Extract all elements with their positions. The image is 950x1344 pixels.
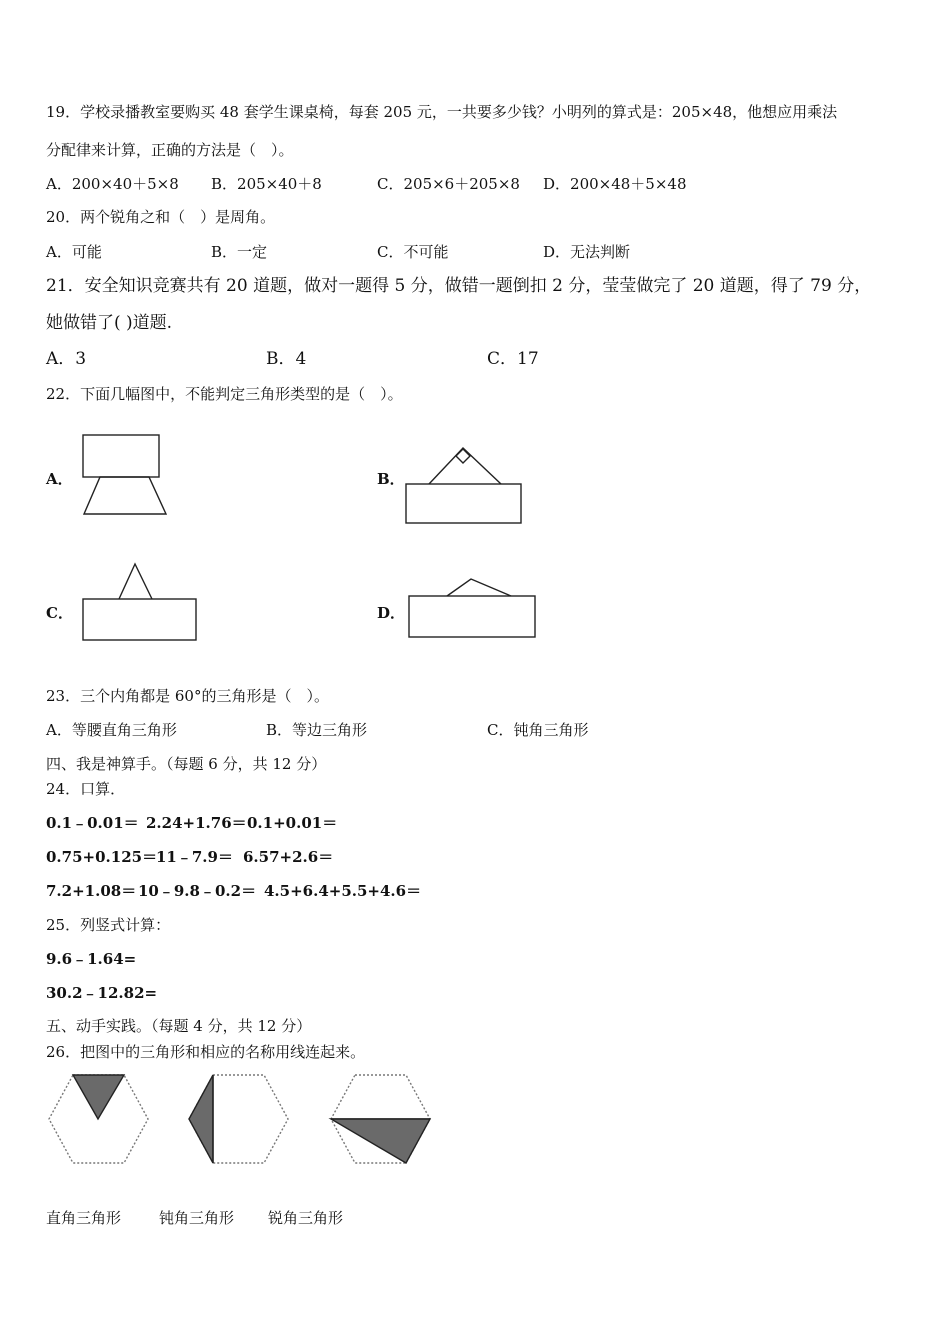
section-5-title: 五、动手实践。（每题 4 分，共 12 分）: [46, 1017, 312, 1035]
q21-option-b: B．4: [266, 349, 307, 369]
q26-hexagon-3: [328, 1073, 434, 1167]
q24-item: 0.75+0.125＝: [46, 848, 158, 866]
q24-item: 10﹣9.8﹣0.2＝: [138, 882, 257, 900]
q26-hexagon-2: [186, 1073, 292, 1167]
q21-option-c: C．17: [487, 349, 539, 369]
q26-name-right-triangle: 直角三角形: [46, 1209, 122, 1227]
q22-stem: 22．下面几幅图中，不能判定三角形类型的是（ ）。: [46, 385, 403, 403]
q19-option-c: C．205×6＋205×8: [377, 175, 520, 193]
q22-figure-c: [80, 560, 200, 644]
q26-triangle-3: [331, 1119, 430, 1163]
q24-item: 0.1+0.01＝: [247, 814, 338, 832]
q26-name-obtuse-triangle: 钝角三角形: [159, 1209, 235, 1227]
q26-triangle-1: [73, 1075, 124, 1119]
q22-label-d: D．: [377, 604, 406, 622]
q19-option-b: B．205×40＋8: [211, 175, 322, 193]
q22-figure-d: [407, 576, 539, 642]
q25-item: 30.2﹣12.82=: [46, 984, 158, 1002]
q24-item: 6.57+2.6＝: [243, 848, 334, 866]
q26-triangle-2: [189, 1075, 213, 1163]
q26-stem: 26．把图中的三角形和相应的名称用线连起来。: [46, 1043, 366, 1061]
q22-c-triangle: [119, 564, 152, 599]
q21-option-a: A．3: [46, 349, 87, 369]
q24-item: 7.2+1.08＝: [46, 882, 137, 900]
q20-option-a: A．可能: [46, 243, 102, 261]
q22-b-right-angle-mark: [456, 449, 470, 463]
q22-b-triangle: [429, 448, 501, 484]
q19-option-a: A．200×40＋5×8: [46, 175, 179, 193]
section-4-title: 四、我是神算手。（每题 6 分，共 12 分）: [46, 755, 327, 773]
q22-d-triangle: [447, 579, 511, 596]
q23-option-a: A．等腰直角三角形: [46, 721, 177, 739]
q22-a-trapezoid-triangle: [84, 477, 166, 514]
q21-stem-line1: 21．安全知识竞赛共有 20 道题，做对一题得 5 分，做错一题倒扣 2 分，莹莹做完了 20 道题，得了 79 分，: [46, 276, 872, 296]
q22-label-a: A．: [46, 470, 73, 488]
q20-option-b: B．一定: [211, 243, 268, 261]
q24-item: 2.24+1.76＝: [146, 814, 247, 832]
q24-item: 0.1﹣0.01＝: [46, 814, 139, 832]
q21-stem-line2: 她做错了( )道题.: [46, 313, 173, 333]
q19-option-d: D．200×48＋5×48: [543, 175, 687, 193]
q22-c-rectangle: [83, 599, 196, 640]
q25-stem: 25．列竖式计算：: [46, 916, 171, 934]
q22-figure-b: [404, 444, 526, 526]
q19-stem-line1: 19．学校录播教室要购买 48 套学生课桌椅，每套 205 元，一共要多少钱？小明列的算式是：205×48，他想应用乘法: [46, 103, 838, 121]
q20-option-d: D．无法判断: [543, 243, 631, 261]
q22-label-b: B．: [377, 470, 405, 488]
q23-stem: 23．三个内角都是 60°的三角形是（ ）。: [46, 687, 329, 705]
q20-option-c: C．不可能: [377, 243, 449, 261]
q22-label-c: C．: [46, 604, 73, 622]
q26-hexagon-1: [46, 1073, 152, 1167]
q23-option-c: C．钝角三角形: [487, 721, 589, 739]
q25-item: 9.6﹣1.64=: [46, 950, 137, 968]
q24-item: 11﹣7.9＝: [156, 848, 233, 866]
q22-a-rectangle: [83, 435, 159, 477]
q24-stem: 24．口算．: [46, 780, 126, 798]
q19-stem-line2: 分配律来计算，正确的方法是（ ）。: [46, 141, 294, 159]
q22-d-rectangle: [409, 596, 535, 637]
q24-item: 4.5+6.4+5.5+4.6＝: [264, 882, 422, 900]
q26-name-acute-triangle: 锐角三角形: [268, 1209, 344, 1227]
q22-b-rectangle: [406, 484, 521, 523]
q23-option-b: B．等边三角形: [266, 721, 368, 739]
q22-figure-a: [80, 432, 170, 518]
q20-stem: 20．两个锐角之和（ ）是周角。: [46, 208, 276, 226]
